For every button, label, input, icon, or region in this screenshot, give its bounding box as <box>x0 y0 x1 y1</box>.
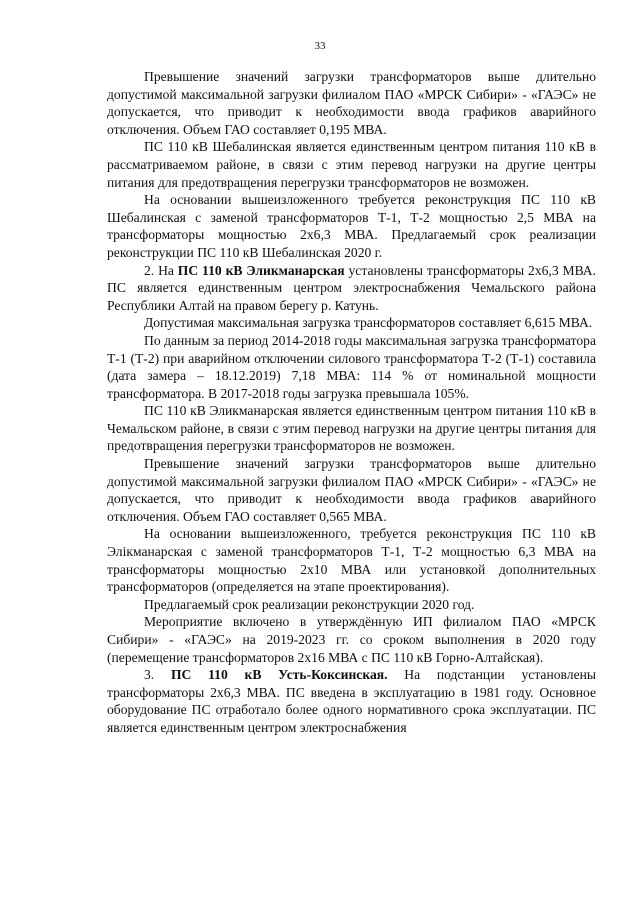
paragraph: Превышение значений загрузки трансформаторов выше длительно допустимой максимальной загрузки филиалом ПАО «МРСК Сибири» - «ГАЭС» не допускается, что приводит к необходимости ввода графиков аварийного отключения. Объем ГАО составляет 0,195 МВА. <box>107 69 596 137</box>
paragraph-prefix: 2. На <box>144 262 178 278</box>
document-body <box>107 68 596 737</box>
page-number: 33 <box>314 40 326 52</box>
paragraph: На основании вышеизложенного, требуется реконструкция ПС 110 кВ Элікманарская с заменой трансформаторов Т-1, Т-2 мощностью 6,3 МВА на трансформаторы мощностью 2х10 МВА или установкой дополнительных трансформаторов (определяется на этапе проектирования). <box>107 526 596 595</box>
paragraph-suffix: На подстанции установлены трансформаторы 2х6,3 МВА. ПС введена в эксплуатацию в 1981 году. Основное оборудование ПС отработало более одного нормативного срока эксплуатации. ПС является единственным центром электроснабжения <box>107 667 597 735</box>
paragraph: Мероприятие включено в утверждённую ИП филиалом ПАО «МРСК Сибири» - «ГАЭС» на 2019-2023 гг. со сроком выполнения в 2020 году (перемещение трансформаторов 2х16 МВА с ПС 110 кВ Горно-Алтайская). <box>107 614 596 665</box>
paragraph: Предлагаемый срок реализации реконструкции 2020 год. <box>144 596 475 612</box>
paragraph: На основании вышеизложенного требуется реконструкция ПС 110 кВ Шебалинская с заменой трансформаторов Т-1, Т-2 мощностью 2,5 МВА на трансформаторы мощностью 2х6,3 МВА. Предлагаемый срок реализации реконструкции ПС 110 кВ Шебалинская 2020 г. <box>107 192 596 260</box>
paragraph: По данным за период 2014-2018 годы максимальная загрузка трансформатора Т-1 (Т-2) при аварийном отключении силового трансформатора Т-2 (Т-1) составила (дата замера – 18.12.2019) 7,18 МВА: 114 % от номинальной мощности трансформатора. В 2017-2018 годы загрузка превышала 105%. <box>107 332 596 401</box>
paragraph: ПС 110 кВ Эликманарская является единственным центром питания 110 кВ в Чемальском районе, в связи с этим перевод нагрузки на другие центры питания для предотвращения перегрузки трансформаторов не возможен. <box>107 403 596 454</box>
paragraph: Допустимая максимальная загрузка трансформаторов составляет 6,615 МВА. <box>144 315 593 331</box>
paragraph: Превышение значений загрузки трансформаторов выше длительно допустимой максимальной загрузки филиалом ПАО «МРСК Сибири» - «ГАЭС» не допускается, что приводит к необходимости ввода графиков аварийного отключения. Объем ГАО составляет 0,565 МВА. <box>107 456 596 524</box>
paragraph: ПС 110 кВ Шебалинская является единственным центром питания 110 кВ в рассматриваемом районе, в связи с этим перевод нагрузки на другие центры питания для предотвращения перегрузки трансформаторов не возможен. <box>107 139 596 190</box>
substation-name: ПС 110 кВ Усть-Коксинская. <box>170 667 388 683</box>
paragraph-prefix: 3. <box>144 667 171 683</box>
substation-name: ПС 110 кВ Эликманарская <box>177 262 345 278</box>
paragraph-numbered-2 <box>107 262 596 315</box>
paragraph-suffix: установлены трансформаторы 2х6,3 МВА. ПС является единственным центром электроснабжения Чемальского района Республики Алтай на правом берегу р. Катунь. <box>107 262 597 313</box>
paragraph-numbered-3 <box>107 666 596 736</box>
